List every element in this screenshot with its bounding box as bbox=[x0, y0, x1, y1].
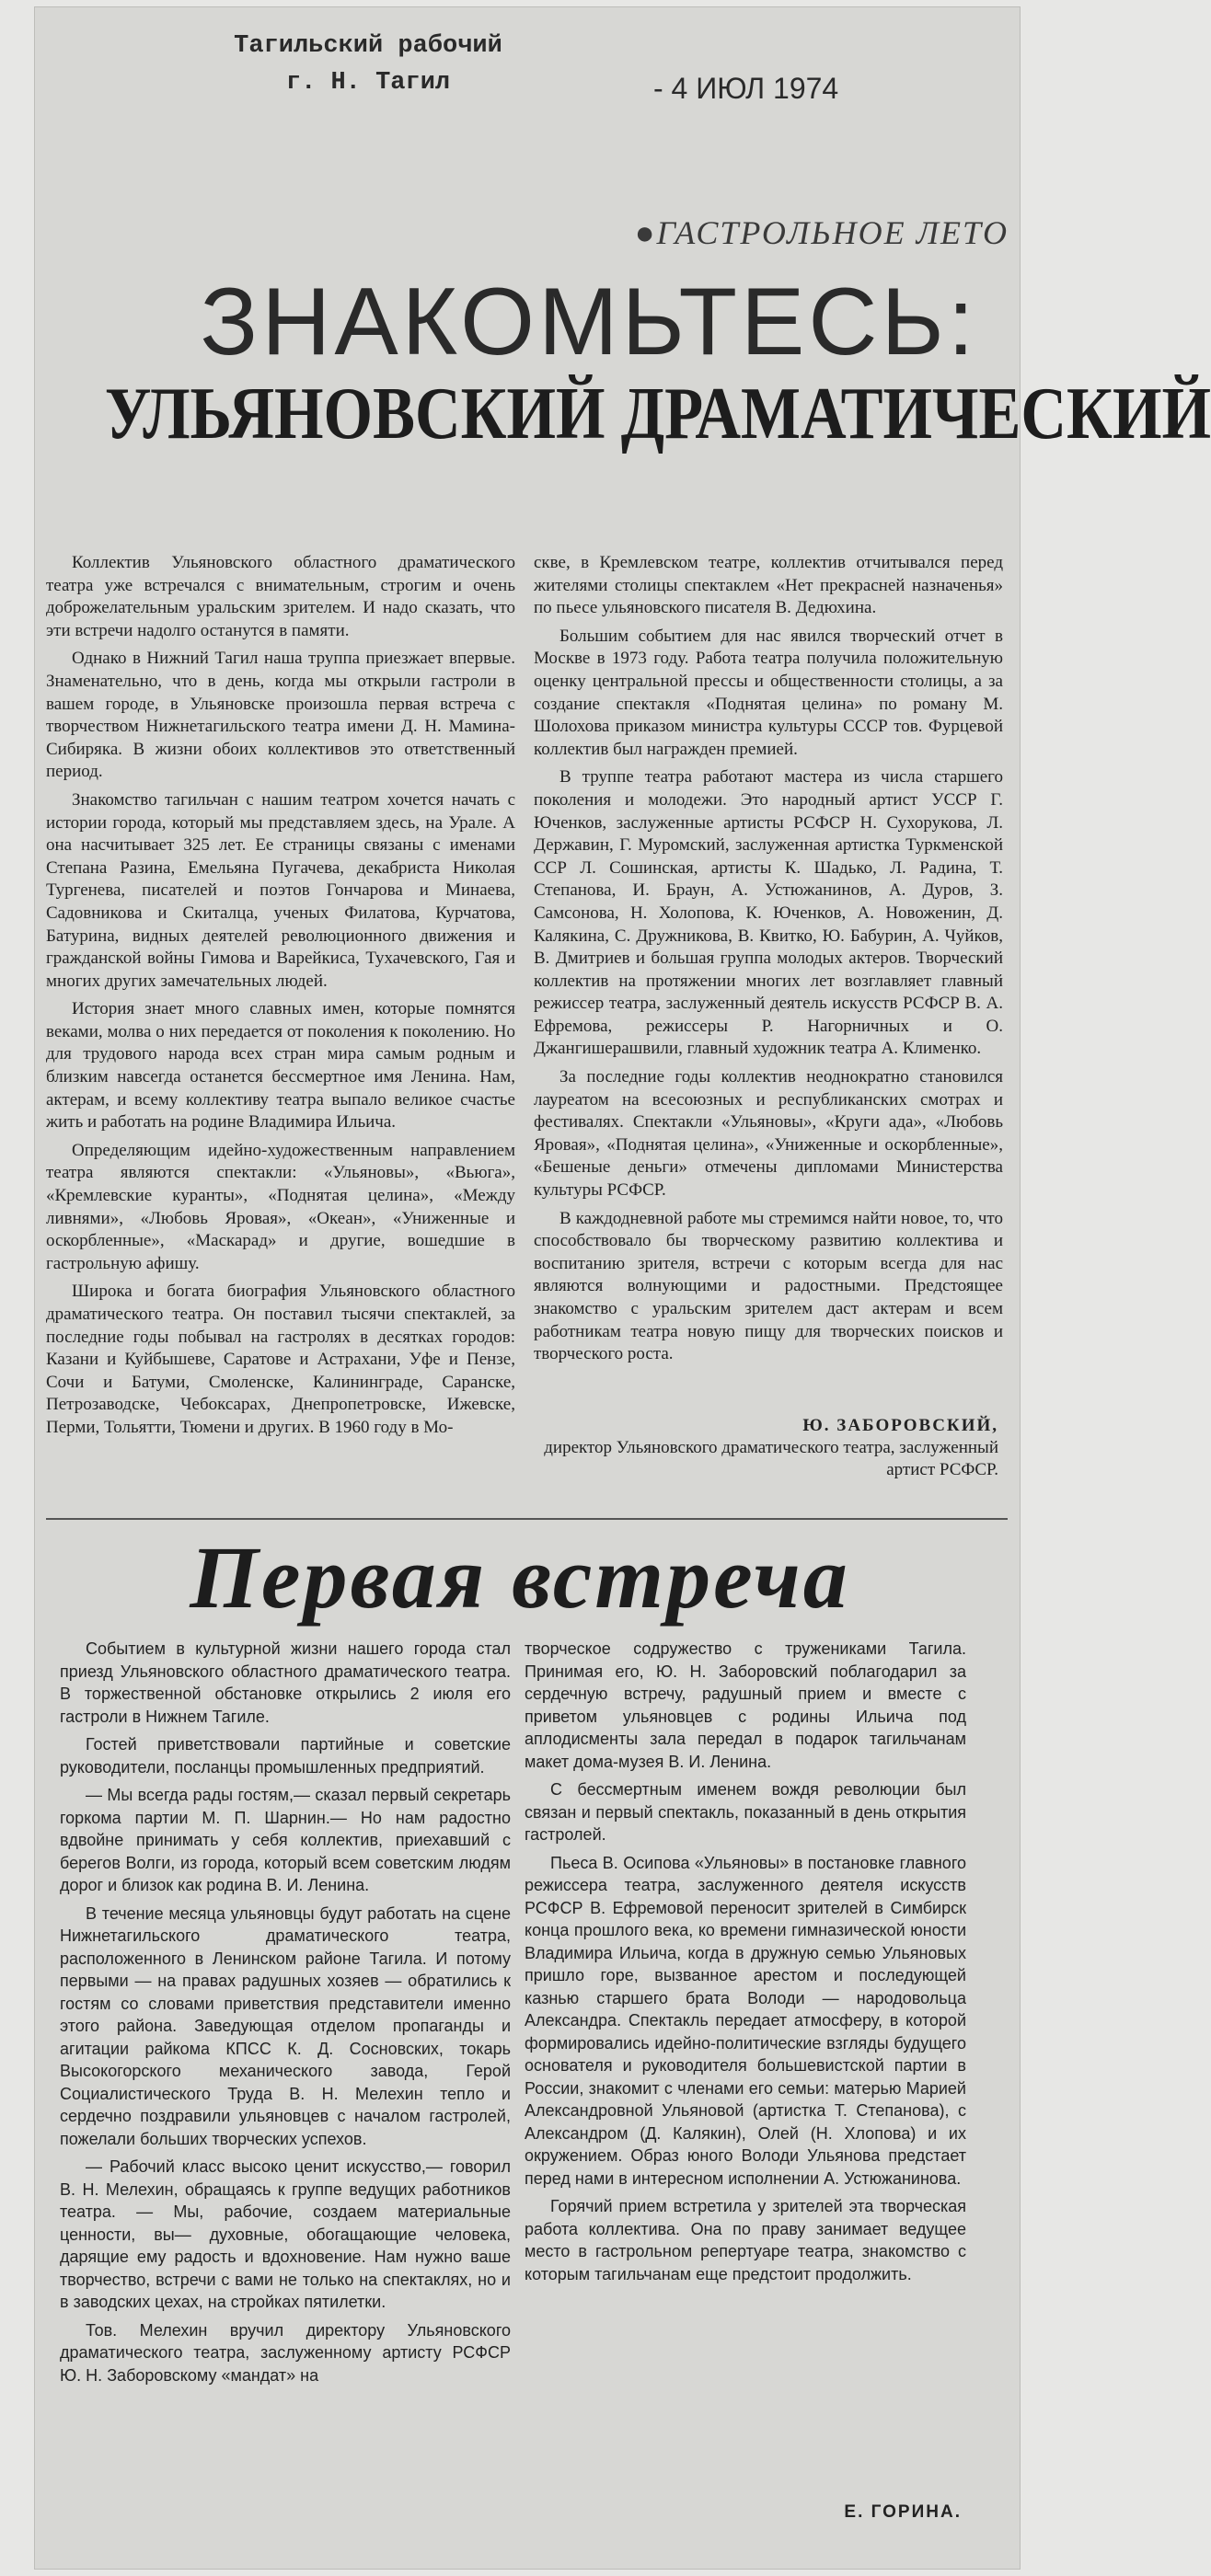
article1-paragraph: Определяющим идейно-художественным направлением театра являются спектакли: «Ульяновы», «Вьюга», «Кремлевские куранты», «Поднятая целина», «Между ливнями», «Любовь Яровая», «Океан», «Униженные и оскорбленные», «Маскарад» и другие, вошедшие в гастрольную афишу. bbox=[46, 1140, 515, 1273]
source-newspaper: Тагильский рабочий bbox=[234, 32, 502, 60]
article2-author: Е. ГОРИНА. bbox=[844, 2502, 962, 2522]
article2-paragraph: Пьеса В. Осипова «Ульяновы» в постановке главного режиссера театра, заслуженного деятеля искусств РСФСР В. Ефремовой переносит зрителей в Симбирск конца прошлого века, ко времени гимназической юности Владимира Ильича, когда в дружную семью Ульяновых пришло горе, вызванное арестом и последующей казнью старшего брата Володи — народовольца Александра. Спектакль передает атмосферу, в которой формировались идейно-политические взгляды будущего основателя и руководителя большевистской партии в России, знакомит с членами его семьи: матерью Марией Александровной Ульяновой (артистка Т. Степанова), с Александром (Д. Калякин), Олей (Н. Хлопова) и их окружением. Образ юного Володи Ульянова предстает перед нами в интересном исполнении А. Устюжанинова. bbox=[525, 1853, 966, 2188]
article1-paragraph: История знает много славных имен, которые помнятся веками, молва о них передается от поколения к поколению. Но для трудового народа всех стран мира самым родным и близким навсегда останется бессмертное имя Ленина. Нам, актерам, и всему коллективу театра выпало великое счастье жить и работать на родине Владимира Ильича. bbox=[46, 999, 515, 1133]
article1-paragraph: скве, в Кремлевском театре, коллектив отчитывался перед жителями столицы спектаклем «Нет прекрасней назначенья» по пьесе ульяновского писателя В. Дедюхина. bbox=[534, 553, 1003, 618]
signature-role: директор Ульяновского драматического театра, заслуженный артист РСФСР. bbox=[544, 1438, 998, 1479]
article1-paragraph: За последние годы коллектив неоднократно становился лауреатом на всесоюзных и республиканских смотрах и фестивалях. Спектакли «Ульяновы», «Круги ада», «Любовь Яровая», «Поднятая целина», «Униженные и оскорбленные», «Бешеные деньги» отмечены дипломами Министерства культуры РСФСР. bbox=[534, 1067, 1003, 1201]
article1-right-column bbox=[534, 552, 1003, 1408]
article1-left-column bbox=[46, 552, 515, 1523]
source-stamp bbox=[216, 28, 520, 101]
headline: ЗНАКОМЬТЕСЬ: bbox=[200, 269, 978, 375]
article2-headline: Первая встреча bbox=[190, 1528, 850, 1627]
article1-paragraph: В каждодневной работе мы стремимся найти новое, то, что способствовало бы творческому развитию коллектива и воспитанию зрителя, встречи с которым всегда для нас являются волнующими и радостными. Предстоящее знакомство с уральским зрителем даст актерам и всем работникам театра новую пищу для творческих поисков и творческого роста. bbox=[534, 1208, 1003, 1364]
article2-left-column bbox=[60, 1638, 511, 2567]
date-stamp: - 4 ИЮЛ 1974 bbox=[653, 72, 839, 105]
article1-paragraph: Знакомство тагильчан с нашим театром хочется начать с истории города, который мы представляем здесь, на Урале. А она насчитывает 325 лет. Ее страницы связаны с именами Степана Разина, Емельяна Пугачева, декабриста Николая Тургенева, писателей и поэтов Гончарова и Минаева, Садовникова и Скиталца, ученых Филатова, Курчатова, Батурина, видных деятелей революционного движения и гражданской войны Гимова и Варейкиса, Тухачевского, Гая и многих других замечательных людей. bbox=[46, 789, 515, 991]
rubric: ●ГАСТРОЛЬНОЕ ЛЕТО bbox=[634, 214, 1009, 251]
article1-signature bbox=[534, 1415, 998, 1481]
article2-paragraph: — Рабочий класс высоко ценит искусство,— говорил В. Н. Мелехин, обращаясь к группе ведущих работников театра. — Мы, рабочие, создаем материальные ценности, вы— духовные, обогащающие человека, дарящие ему радость и вдохновение. Нам нужно ваше творчество, встречи с вами не только на спектаклях, но и в заводских цехах, на стройках пятилетки. bbox=[60, 2157, 511, 2311]
article2-paragraph: Событием в культурной жизни нашего города стал приезд Ульяновского областного драматического театра. В торжественной обстановке открылись 2 июля его гастроли в Нижнем Тагиле. bbox=[60, 1639, 511, 1726]
article2-paragraph: Гостей приветствовали партийные и советские руководители, посланцы промышленных предприятий. bbox=[60, 1735, 511, 1777]
article2-paragraph: — Мы всегда рады гостям,— сказал первый секретарь горкома партии М. П. Шарнин.— Но нам радостно вдвойне принимать у себя коллектив, приехавший с берегов Волги, из города, который всем советским людям дорог и близок как родина В. И. Ленина. bbox=[60, 1786, 511, 1894]
article1-paragraph: Большим событием для нас явился творческий отчет в Москве в 1973 году. Работа театра получила положительную оценку центральной прессы и общественности столицы, а за создание спектакля «Поднятая целина» по роману М. Шолохова приказом министра культуры СССР тов. Фурцевой коллектив был награжден премией. bbox=[534, 626, 1003, 759]
article2-paragraph: творческое содружество с тружениками Тагила. Принимая его, Ю. Н. Заборовский поблагодарил за сердечную встречу, радушный прием и вместе с приветом ульяновцев с родины Ильича под аплодисменты зала передал в подарок тагильчанам макет дома-музея В. И. Ленина. bbox=[525, 1639, 966, 1771]
subheadline: УЛЬЯНОВСКИЙ ДРАМАТИЧЕСКИЙ bbox=[104, 374, 1211, 454]
article2-right-column bbox=[525, 1638, 966, 2493]
article1-paragraph: Коллектив Ульяновского областного драматического театра уже встречался с внимательным, строгим и очень доброжелательным уральским зрителем. И надо сказать, что эти встречи надолго останутся в памяти. bbox=[46, 553, 515, 640]
section-divider bbox=[46, 1518, 1008, 1520]
article2-paragraph: В течение месяца ульяновцы будут работать на сцене Нижнетагильского драматического театра, расположенного в Ленинском районе Тагила. И потому первыми — на правах радушных хозяев — обратились к гостям со словами приветствия представители именно этого района. Заведующая отделом пропаганды и агитации райкома КПСС К. Д. Сосновских, токарь Высокогорского механического завода, Герой Социалистического Труда В. Н. Мелехин тепло и сердечно поздравили ульяновцев с началом гастролей, пожелали больших творческих успехов. bbox=[60, 1903, 511, 2148]
article1-paragraph: В труппе театра работают мастера из числа старшего поколения и молодежи. Это народный артист УССР Г. Юченков, заслуженные артисты РСФСР Н. Сухорукова, Л. Державин, Г. Муромский, заслуженная артистка Туркменской ССР Л. Сошинская, артисты К. Шадько, Л. Радина, Т. Степанова, И. Браун, А. Устюжанинов, А. Дуров, З. Самсонова, Н. Холопова, К. Юченков, А. Новоженин, Д. Калякина, С. Дружникова, В. Квитко, Ю. Бабурин, А. Чуйков, В. Дмитриев и большая группа молодых актеров. Творческий коллектив на протяжении многих лет возглавляет главный режиссер театра, заслуженный деятель искусств РСФСР В. А. Ефремова, режиссеры Р. Нагорничных и О. Джангишерашвили, главный художник театра А. Клименко. bbox=[534, 767, 1003, 1059]
article1-paragraph: Однако в Нижний Тагил наша труппа приезжает впервые. Знаменательно, что в день, когда мы открыли гастроли в вашем городе, в Ульяновске произошла первая встреча с творчеством Нижнетагильского театра имени Д. Н. Мамина-Сибиряка. В жизни обоих коллективов это ответственный период. bbox=[46, 649, 515, 782]
source-city: г. Н. Тагил bbox=[285, 69, 451, 97]
article2-paragraph: Тов. Мелехин вручил директору Ульяновского драматического театра, заслуженному артисту РСФСР Ю. Н. Заборовскому «мандат» на bbox=[60, 2320, 511, 2385]
article2-paragraph: С бессмертным именем вождя революции был связан и первый спектакль, показанный в день открытия гастролей. bbox=[525, 1780, 966, 1844]
article1-paragraph: Широка и богата биография Ульяновского областного драматического театра. Он поставил тысячи спектаклей, за последние годы побывал на гастролях в десятках городов: Казани и Куйбышеве, Саратове и Астрахани, Уфе и Пензе, Сочи и Батуми, Смоленске, Калининграде, Саранске, Петрозаводске, Чебоксарах, Днепропетровске, Ижевске, Перми, Тольятти, Тюмени и других. В 1960 году в Мо- bbox=[46, 1282, 515, 1437]
signature-name: Ю. ЗАБОРОВСКИЙ, bbox=[802, 1416, 998, 1435]
article2-paragraph: Горячий прием встретила у зрителей эта творческая работа коллектива. Она по праву занимает ведущее место в гастрольном репертуаре театра, знакомство с которым тагильчанам еще предстоит продолжить. bbox=[525, 2197, 966, 2283]
